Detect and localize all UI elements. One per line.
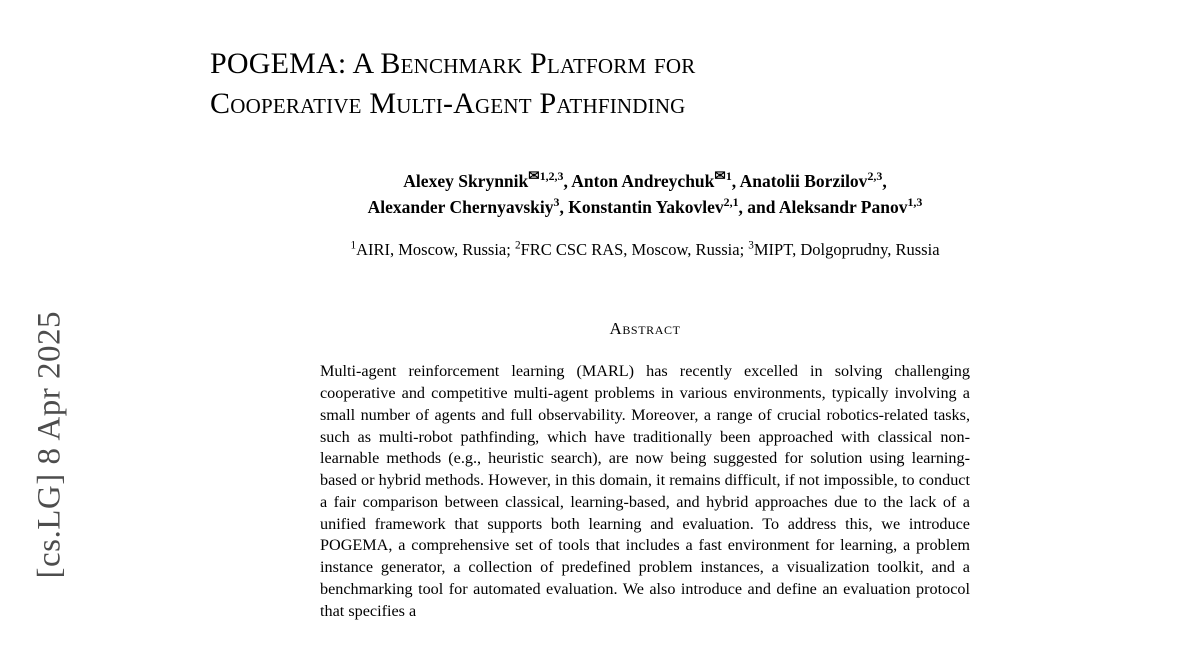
arxiv-stamp — [0, 0, 90, 648]
affiliation-2: FRC CSC RAS, Moscow, Russia; — [520, 240, 745, 260]
author-affil-marks: 1,3 — [907, 195, 923, 210]
affiliation-1: AIRI, Moscow, Russia; — [356, 240, 511, 260]
affiliation-mark-1: 1 — [350, 239, 357, 252]
author-affil-marks: 2,1 — [723, 195, 739, 210]
affiliation-mark-3: 3 — [748, 239, 754, 252]
author-affil-marks: 3 — [553, 195, 560, 210]
page-title — [210, 0, 970, 124]
affiliations — [90, 238, 1200, 261]
author-name: Alexander Chernyavskiy — [367, 196, 554, 217]
abstract-text: Multi-agent reinforcement learning (MARL) has recently excelled in solving challenging cooperative and competitive multi-agent problems in various environments, typically involving a small number of agents and full observability. Moreover, a range of crucial robotics-related tasks, such as multi-robot pathfinding, which have traditionally been approached with classical non-learnable methods (e.g., heuristic search), are now being suggested for solution using learning-based or hybrid methods. However, in this domain, it remains difficult, if not impossible, to conduct a fair comparison between classical, learning-based, and hybrid approaches due to the lack of a unified framework that supports both learning and evaluation. To address this, we introduce POGEMA, a comprehensive set of tools that includes a fast environment for learning, a problem instance generator, a collection of predefined problem instances, a visualization toolkit, and a benchmarking tool for automated evaluation. We also introduce and define an evaluation protocol that specifies a — [320, 362, 970, 620]
envelope-icon: ✉ — [714, 167, 726, 183]
author-line-2: Alexander Chernyavskiy$^3$, Konstantin Yakovlev$^{2,1}$, and Aleksandr Panov$^{1,3}$ — [367, 195, 923, 217]
title-line-2: Cooperative Multi-Agent Pathfinding — [210, 86, 686, 120]
author-list — [90, 166, 1200, 220]
author-affil-marks: 1,2,3 — [539, 168, 564, 183]
paper-page — [90, 0, 1200, 648]
author-affil-marks: 1 — [725, 168, 732, 183]
author-line-1: Alexey Skrynnik$^{✉1,2,3}$, Anton Andreychuk$^{✉1}$, Anatolii Borzilov$^{2,3}$, — [403, 167, 887, 191]
author-affil-marks: 2,3 — [867, 168, 883, 183]
author-name: Aleksandr Panov — [778, 196, 908, 217]
affiliation-mark-2: 2 — [514, 239, 521, 252]
author-conjunction: , and — [738, 196, 779, 217]
author-name: Anton Andreychuk — [571, 170, 715, 191]
title-line-1: POGEMA: A Benchmark Platform for — [210, 47, 696, 80]
envelope-icon: ✉ — [528, 167, 540, 183]
author-name: Konstantin Yakovlev — [568, 196, 724, 217]
author-name: Alexey Skrynnik — [403, 170, 529, 191]
arxiv-stamp-text: [cs.LG] 8 Apr 2025 — [31, 311, 68, 579]
abstract-heading: Abstract — [609, 319, 681, 339]
author-name: Anatolii Borzilov — [739, 170, 868, 191]
affiliation-3: MIPT, Dolgoprudny, Russia — [753, 240, 940, 260]
